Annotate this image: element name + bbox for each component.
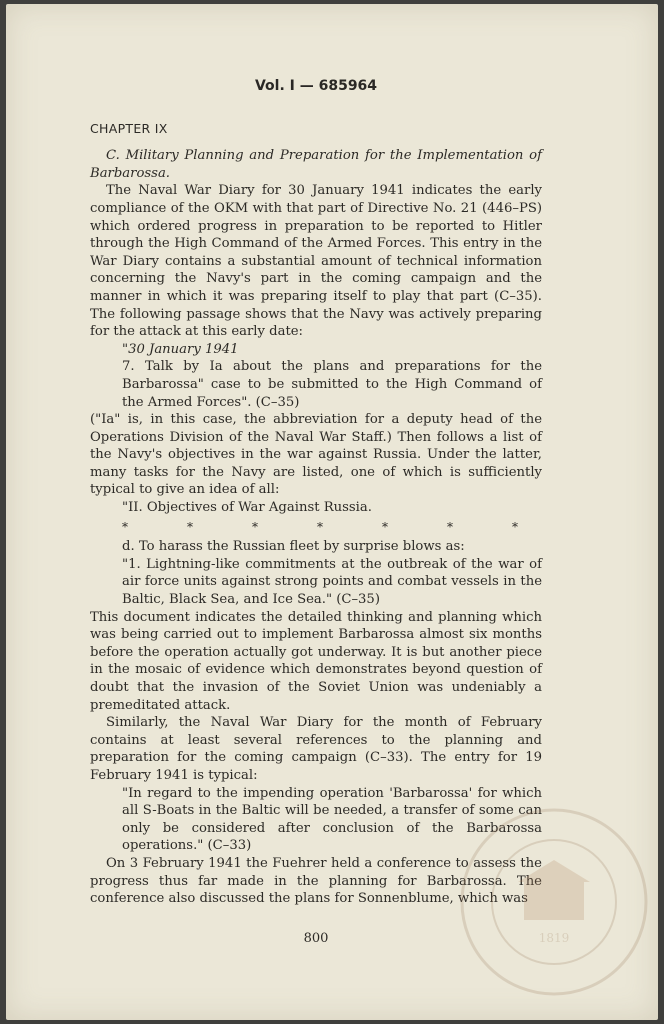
chapter-heading: CHAPTER IX [90, 120, 168, 136]
quote-1-date: "30 January 1941 [122, 341, 239, 357]
volume-header: Vol. I — 685964 [254, 78, 378, 94]
star: * [317, 519, 323, 534]
paragraph-4: Similarly, the Naval War Diary for the month of February contains at least several references to the planning and preparation for the coming campaign (C–33). The entry for 19 February 1941 is typical: [90, 715, 542, 783]
seal-year: 1819 [538, 931, 570, 945]
quote-2-item: d. To harass the Russian fleet by surprise blows as: [122, 539, 465, 555]
seal-building-icon [524, 880, 584, 920]
paragraph-3: This document indicates the detailed thinking and planning which was being carried out to implement Barbarossa almost six months before the operation actually got underway. It is but another piece in the mosaic of evidence which demonstrates beyond question of doubt that the invasion of the Soviet Union was undeniably a premeditated attack. [90, 609, 542, 713]
star: * [382, 519, 388, 534]
paragraph-5: On 3 February 1941 the Fuehrer held a conference to assess the progress thus far made in the planning for Barbarossa. The conference also discussed the plans for Sonnenblume, which was [90, 855, 542, 907]
quote-3-text: "In regard to the impending operation 'Barbarossa' for which all S-Boats in the Baltic will be needed, a transfer of some can only be considered after conclusion of the Barbarossa operations." (C–33) [122, 785, 542, 854]
paragraph-2: ("Ia" is, in this case, the abbreviation for a deputy head of the Operations Division of the Naval War Staff.) Then follows a list of the Navy's objectives in the war against Russia. Under the latter, many tasks for the Navy are listed, one of which is sufficiently typical to give an idea of all: [90, 412, 542, 498]
ellipsis-stars [122, 519, 518, 537]
document-page [6, 4, 658, 1020]
quote-1-text: 7. Talk by Ia about the plans and preparations for the Barbarossa" case to be submitted to the High Command of the Armed Forces". (C–35) [122, 359, 542, 410]
paragraph-1: The Naval War Diary for 30 January 1941 indicates the early compliance of the OKM with that part of Directive No. 21 (446–PS) which ordered progress in preparation to be reported to Hitler through the High Command of the Armed Forces. This entry in the War Diary contains a substantial amount of technical information concerning the Navy's part in the coming campaign and the manner in which it was preparing itself to play that part (C–35). The following passage shows that the Navy was actively preparing for the attack at this early date: [90, 183, 542, 340]
star: * [187, 519, 193, 534]
university-seal-watermark [454, 802, 654, 1002]
page-number: 800 [303, 930, 329, 946]
star: * [252, 519, 258, 534]
section-heading: C. Military Planning and Preparation for the Implementation of Barbarossa. [90, 148, 542, 181]
quote-2-heading: "II. Objectives of War Against Russia. [122, 500, 372, 516]
quote-2-text: "1. Lightning-like commitments at the outbreak of the war of air force units against strong points and combat vessels in the Baltic, Black Sea, and Ice Sea." (C–35) [122, 556, 542, 608]
seal-dome-icon [518, 860, 590, 882]
star: * [122, 519, 128, 534]
star: * [512, 519, 518, 534]
star: * [447, 519, 453, 534]
